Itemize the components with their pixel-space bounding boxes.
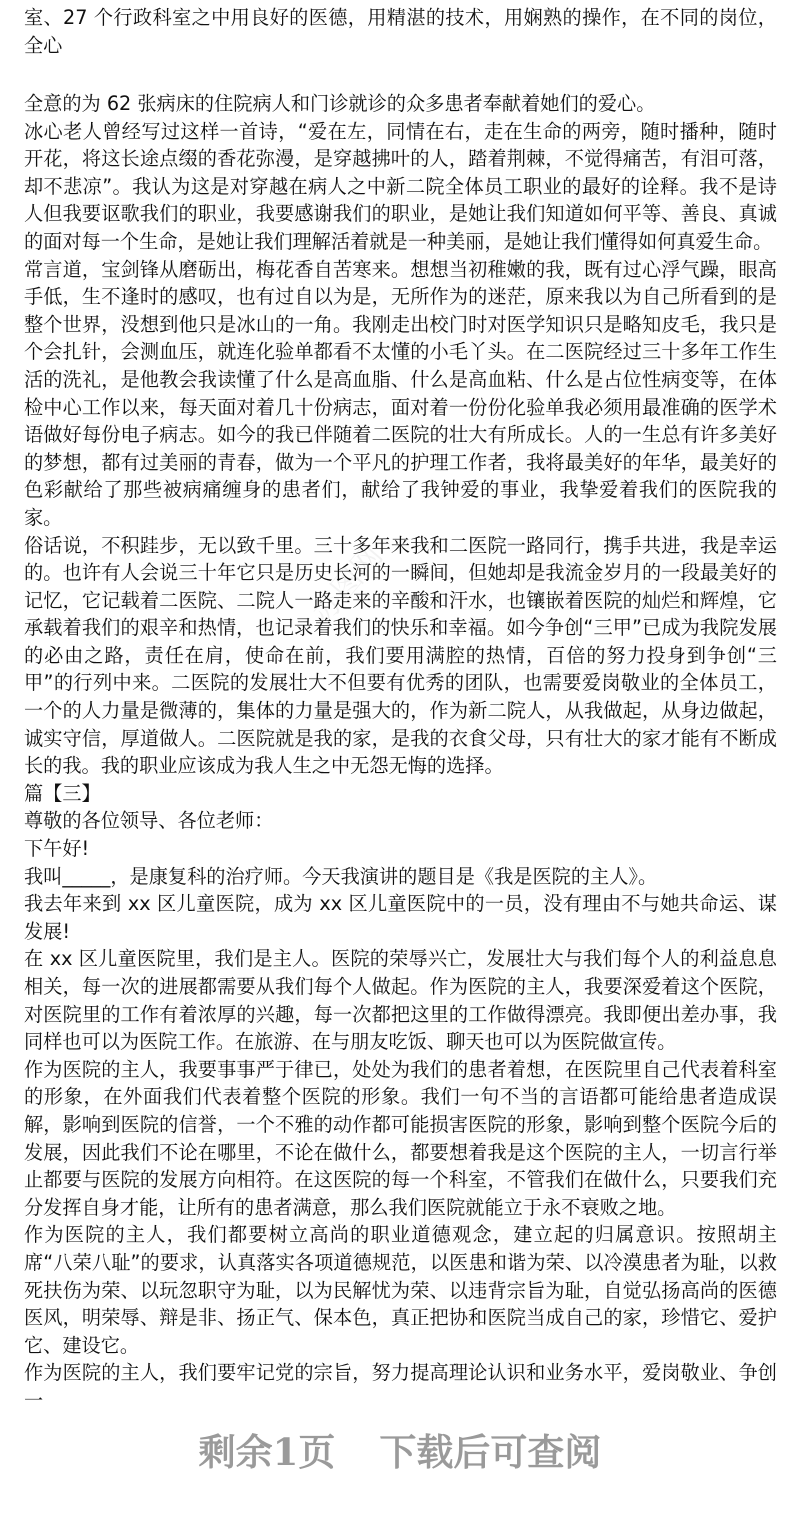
paragraph: 常言道，宝剑锋从磨砺出，梅花香自苦寒来。想想当初稚嫩的我，既有过心浮气躁，眼高手低，生不逢时的感叹，也有过自以为是，无所作为的迷茫，原来我以为自己所看到的是整个世界，没想到他只是冰山的一角。我刚走出校门时对医学知识只是略知皮毛，我只是个会扎针，会测血压，就连化验单都看不太懂的小毛丫头。在二医院经过三十多年工作生活的洗礼，是他教会我读懂了什么是高血脂、什么是高血粘、什么是占位性病变等，在体检中心工作以来，每天面对着几十份病志，面对着一份份化验单我必须用最准确的医学术语做好每份电子病志。如今的我已伴随着二医院的壮大有所成长。人的一生总有许多美好的梦想，都有过美丽的青春，做为一个平凡的护理工作者，我将最美好的年华，最美好的色彩献给了那些被病痛缠身的患者们，献给了我钟爱的事业，我挚爱着我们的医院我的家。: [24, 257, 777, 529]
download-prompt[interactable]: [0, 1422, 800, 1476]
paragraph: 室、27 个行政科室之中用良好的医德，用精湛的技术，用娴熟的操作，在不同的岗位，全心: [24, 6, 777, 57]
download-to-view-label[interactable]: 下载后可查阅: [379, 1430, 602, 1474]
top-fragment: [24, 4, 777, 59]
paragraph: 全意的为 62 张病床的住院病人和门诊就诊的众多患者奉献着她们的爱心。: [24, 92, 656, 115]
document-body: [24, 90, 777, 1415]
section-heading: 篇【三】: [24, 781, 101, 805]
paragraph: 作为医院的主人，我们要牢记党的宗旨，努力提高理论认识和业务水平，爱岗敬业、争创一: [24, 1361, 777, 1412]
paragraph: 我叫_____，是康复科的治疗师。今天我演讲的题目是《我是医院的主人》。: [24, 864, 658, 888]
greeting: 下午好!: [24, 837, 90, 861]
paragraph: 我去年来到 xx 区儿童医院，成为 xx 区儿童医院中的一员，没有理由不与她共命运、谋发展!: [24, 892, 777, 943]
paragraph: 俗话说，不积跬步，无以致千里。三十多年来我和二医院一路同行，携手共进，我是幸运的。也许有人会说三十年它只是历史长河的一瞬间，但她却是我流金岁月的一段最美好的记忆，它记载着二医院、二院人一路走来的辛酸和汗水，也镶嵌着医院的灿烂和辉煌，它承载着我们的艰辛和热情，也记录着我们的快乐和幸福。如今争创“三甲”已成为我院发展的必由之路，责任在肩，使命在前，我们要用满腔的热情，百倍的努力投身到争创“三甲”的行列中来。二医院的发展壮大不但要有优秀的团队，也需要爱岗敬业的全体员工，一个的人力量是微薄的，集体的力量是强大的，作为新二院人，从我做起，从身边做起，诚实守信，厚道做人。二医院就是我的家，是我的衣食父母，只有壮大的家才能有不断成长的我。我的职业应该成为我人生之中无怨无悔的选择。: [24, 533, 777, 778]
paragraph: 作为医院的主人，我要事事严于律已，处处为我们的患者着想，在医院里自己代表着科室的形象，在外面我们代表着整个医院的形象。我们一句不当的言语都可能给患者造成误解，影响到医院的信誉，一个不雅的动作都可能损害医院的形象，影响到整个医院今后的发展，因此我们不论在哪里，不论在做什么，都要想着我是这个医院的主人，一切言行举止都要与医院的发展方向相符。在这医院的每一个科室，不管我们在做什么，只要我们充分发挥自身才能，让所有的患者满意，那么我们医院就能立于永不衰败之地。: [24, 1057, 777, 1219]
paragraph: 冰心老人曾经写过这样一首诗，“爱在左，同情在右，走在生命的两旁，随时播种，随时开花，将这长途点缀的香花弥漫，是穿越拂叶的人，踏着荆棘，不觉得痛苦，有泪可落，却不悲凉”。我认为这是对穿越在病人之中新二院全体员工职业的最好的诠释。我不是诗人但我要讴歌我们的职业，我要感谢我们的职业，是她让我们知道如何平等、善良、真诚的面对每一个生命，是她让我们理解活着就是一种美丽，是她让我们懂得如何真爱生命。: [24, 119, 777, 253]
salutation: 尊敬的各位领导、各位老师：: [24, 809, 274, 833]
paragraph: 在 xx 区儿童医院里，我们是主人。医院的荣辱兴亡，发展壮大与我们每个人的利益息息相关，每一次的进展都需要从我们每个人做起。作为医院的主人，我要深爱着这个医院，对医院里的工作有着浓厚的兴趣，每一次都把这里的工作做得漂亮。我即便出差办事，我同样也可以为医院工作。在旅游、在与朋友吃饭、聊天也可以为医院做宣传。: [24, 947, 777, 1054]
watermark: 办图网: [305, 538, 391, 630]
remaining-pages-label: 剩余1页: [198, 1430, 336, 1474]
paragraph: 作为医院的主人，我们都要树立高尚的职业道德观念，建立起的归属意识。按照胡主席“八荣八耻”的要求，认真落实各项道德规范，以医患和谐为荣、以冷漠患者为耻，以救死扶伤为荣、以玩忽职守为耻，以为民解忧为荣、以违背宗旨为耻，自觉弘扬高尚的医德医风，明荣辱、辩是非、扬正气、保本色，真正把协和医院当成自己的家，珍惜它、爱护它、建设它。: [24, 1223, 777, 1357]
